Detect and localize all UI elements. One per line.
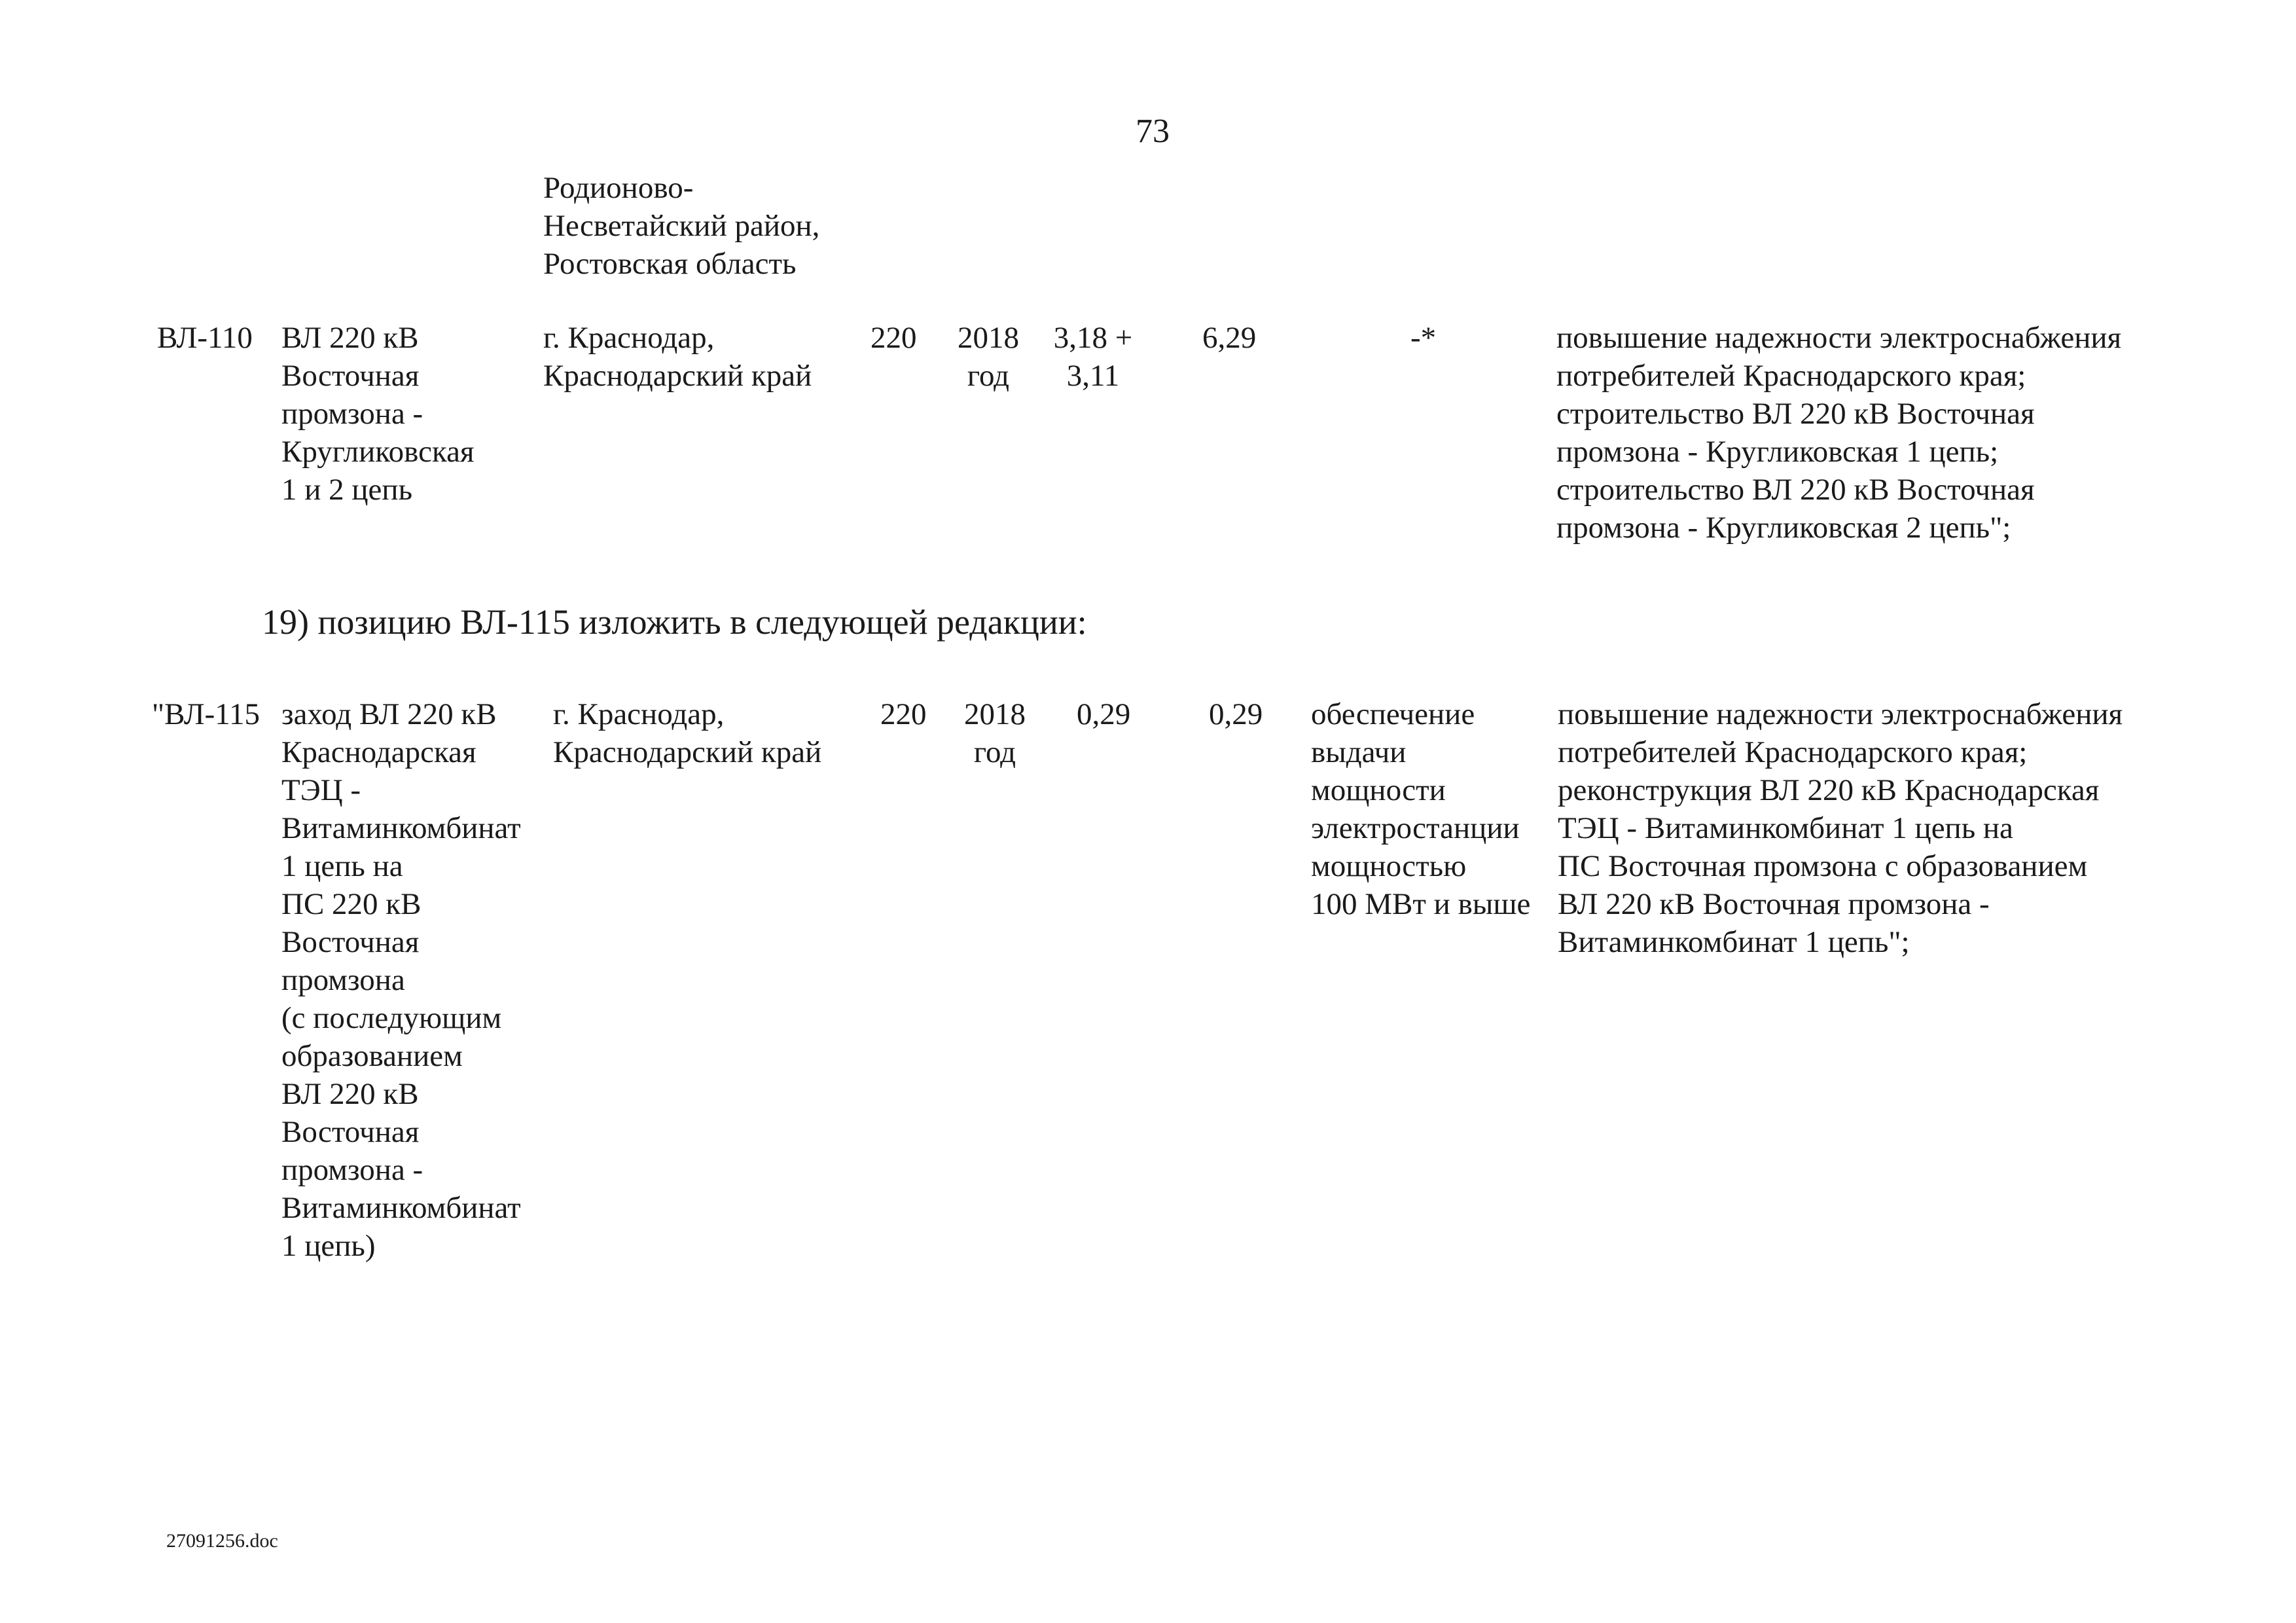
row-location-cell: г. Краснодар, Краснодарский край <box>553 697 822 769</box>
row-name-cell: заход ВЛ 220 кВ Краснодарская ТЭЦ - Витаминкомбинат 1 цепь на ПС 220 кВ Восточная промзона (с последующим образованием ВЛ 220 кВ Восточная промзона - Витаминкомбинат 1 цепь) <box>281 697 521 1263</box>
row-note-cell: повышение надежности электроснабжения потребителей Краснодарского края; реконструкция ВЛ 220 кВ Краснодарская ТЭЦ - Витаминкомбинат 1 цепь на ПС Восточная промзона с образованием ВЛ 220 кВ Восточная промзона - Витаминкомбинат 1 цепь"; <box>1558 697 2123 959</box>
row-length-cell: 0,29 <box>1077 697 1131 731</box>
row-code-cell: ВЛ-110 <box>157 321 253 355</box>
row-note-cell: повышение надежности электроснабжения потребителей Краснодарского края; строительство ВЛ 220 кВ Восточная промзона - Кругликовская 1 цепь; строительство ВЛ 220 кВ Восточная промзона - Кругликовская 2 цепь"; <box>1556 321 2122 545</box>
row-year-cell: 2018 год <box>958 321 1019 393</box>
row-voltage-cell: 220 <box>880 697 927 731</box>
row-length-cell: 3,18 + 3,11 <box>1053 321 1133 393</box>
row-purpose-cell: -* <box>1410 321 1437 355</box>
row-voltage-cell: 220 <box>870 321 917 355</box>
row-location-cell: г. Краснодар, Краснодарский край <box>543 321 812 393</box>
row-year-cell: 2018 год <box>964 697 1026 769</box>
row-code-cell: "ВЛ-115 <box>152 697 260 731</box>
continued-location-cell: Родионово- Несветайский район, Ростовская область <box>543 171 820 281</box>
row-total-cell: 0,29 <box>1209 697 1263 731</box>
footer-filename: 27091256.doc <box>166 1530 278 1552</box>
amendment-instruction: 19) позицию ВЛ-115 изложить в следующей редакции: <box>262 602 1087 642</box>
row-purpose-cell: обеспечение выдачи мощности электростанции мощностью 100 МВт и выше <box>1311 697 1531 921</box>
row-name-cell: ВЛ 220 кВ Восточная промзона - Кругликовская 1 и 2 цепь <box>281 321 475 507</box>
page-number: 73 <box>1136 113 1170 150</box>
row-total-cell: 6,29 <box>1202 321 1257 355</box>
